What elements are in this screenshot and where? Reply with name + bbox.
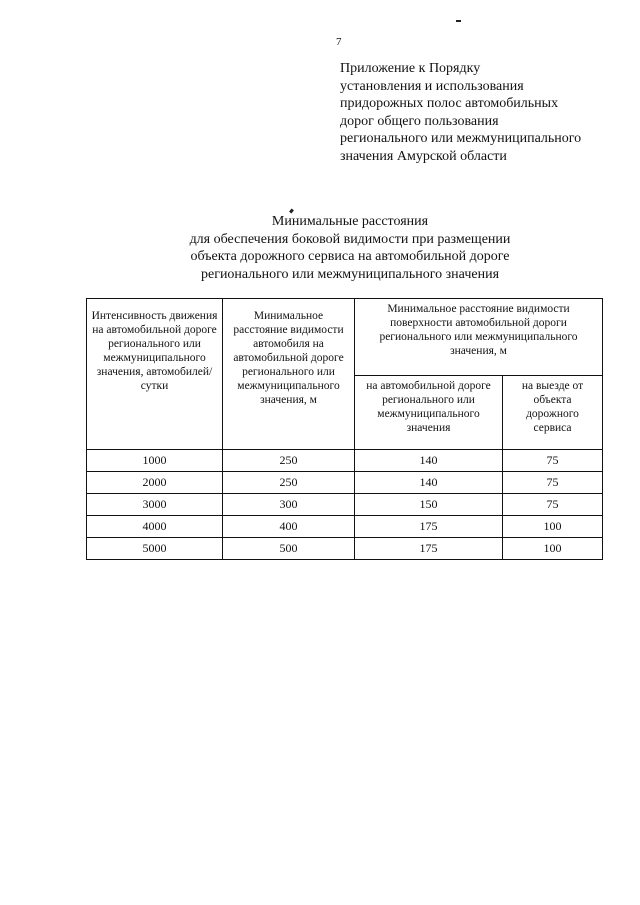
appendix-line: регионального или межмуниципального	[340, 131, 582, 146]
cell-vehicle-distance: 300	[223, 494, 355, 516]
table-row	[87, 538, 603, 560]
cell-exit-distance: 100	[503, 516, 603, 538]
page-number: 7	[336, 36, 342, 48]
cell-intensity: 3000	[87, 494, 223, 516]
header-vehicle-visibility: Минимальное расстояние видимости автомобиля на автомобильной дороге регионального или межмуниципального значения, м	[223, 299, 355, 450]
cell-vehicle-distance: 250	[223, 472, 355, 494]
document-title	[120, 213, 580, 283]
cell-exit-distance: 75	[503, 450, 603, 472]
cell-vehicle-distance: 400	[223, 516, 355, 538]
cell-road-distance: 175	[355, 516, 503, 538]
distances-table	[86, 298, 603, 560]
cell-intensity: 5000	[87, 538, 223, 560]
appendix-line: значения Амурской области	[340, 148, 507, 164]
cell-intensity: 1000	[87, 450, 223, 472]
header-traffic-intensity: Интенсивность движения на автомобильной дороге регионального или межмуниципального значения, автомобилей/сутки	[87, 299, 223, 450]
title-line: Минимальные расстояния	[271, 214, 429, 229]
appendix-line: дорог общего пользования	[340, 113, 499, 129]
appendix-note	[340, 60, 630, 165]
cell-exit-distance: 75	[503, 472, 603, 494]
title-line: для обеспечения боковой видимости при размещении	[189, 231, 511, 247]
header-service-exit: на выезде от объекта дорожного сервиса	[503, 375, 603, 449]
cell-vehicle-distance: 250	[223, 450, 355, 472]
cell-road-distance: 140	[355, 450, 503, 472]
cell-exit-distance: 100	[503, 538, 603, 560]
header-surface-visibility-group: Минимальное расстояние видимости поверхности автомобильной дороги регионального или межмуниципального значения, м	[355, 299, 603, 376]
cell-road-distance: 140	[355, 472, 503, 494]
cell-vehicle-distance: 500	[223, 538, 355, 560]
title-line: объекта дорожного сервиса на автомобильной дороге	[190, 249, 510, 264]
appendix-line: установления и использования	[340, 78, 524, 94]
table-row	[87, 516, 603, 538]
appendix-line: придорожных полос автомобильных	[340, 96, 559, 111]
cell-road-distance: 150	[355, 494, 503, 516]
cell-intensity: 4000	[87, 516, 223, 538]
title-line: регионального или межмуниципального значения	[200, 266, 500, 282]
cell-intensity: 2000	[87, 472, 223, 494]
table-row	[87, 472, 603, 494]
cell-road-distance: 175	[355, 538, 503, 560]
scan-artifact	[456, 20, 461, 22]
cell-exit-distance: 75	[503, 494, 603, 516]
appendix-line: Приложение к Порядку	[340, 61, 481, 76]
table-row	[87, 450, 603, 472]
header-on-road: на автомобильной дороге регионального или межмуниципального значения	[355, 375, 503, 449]
table-row	[87, 494, 603, 516]
